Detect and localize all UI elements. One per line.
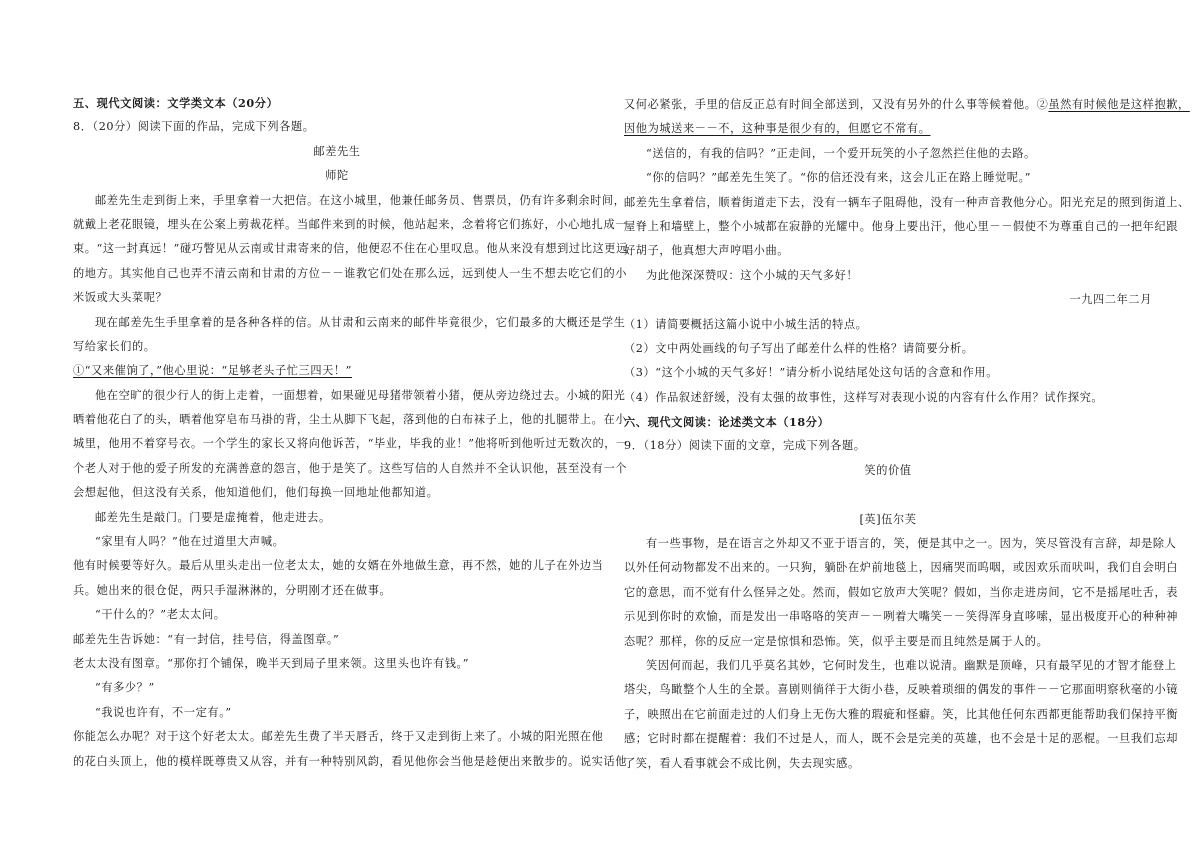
q9-intro: 9．（18分）阅读下面的文章，完成下列各题。 <box>624 439 866 453</box>
story-title: 邮差先生 <box>313 144 361 158</box>
essay-author: [英]伍尔芙 <box>859 512 917 526</box>
left-column <box>73 91 628 774</box>
paragraph-line: 了笑，看人看事就会不成比例，失去现实感。 <box>624 756 860 770</box>
paragraph-line: 就戴上老花眼镜，埋头在公案上剪裁花样。当邮件来到的时候，他站起来，念着将它们拣好，小心地扎成一 <box>73 217 628 231</box>
paragraph-line: 束。“这一封真远！”碰巧瞥见从云南或甘肃寄来的信，他便忍不住在心里叹息。他从来没有想到过比这更远 <box>73 242 628 256</box>
paragraph-line: 感；它时时都在提醒着：我们不过是人，而人，既不会是完美的英雄，也不会是十足的恶棍。一旦我们忘却 <box>624 732 1179 746</box>
paragraph-line: 米饭或大头菜呢？ <box>73 291 168 305</box>
plain-text: 又何必紧张，手里的信反正总有时间全部送到，又没有另外的什么事等候着他。② <box>624 98 1049 111</box>
question-item: （2）文中两处画线的句子写出了邮差什么样的性格？请简要分析。 <box>624 341 974 355</box>
paragraph-line: “你的信吗？”邮差先生笑了。“你的信还没有来，这会儿正在路上睡觉呢。” <box>646 171 1032 185</box>
paragraph-line: 以外任何动物都发不出来的。一只狗，躺卧在炉前地毯上，因痛哭而呜咽，或因欢乐而吠叫，我们自会明白 <box>624 561 1179 575</box>
paragraph-line: “我说也许有，不一定有。” <box>95 705 232 719</box>
paragraph-line: 他有时候要等好久。最后从里头走出一位老太太，她的女婿在外地做生意，再不然，她的儿子在外边当 <box>73 559 604 573</box>
underline-text: ①“又来催饷了，”他心里说：“足够老头子忙三四天！” <box>73 364 353 378</box>
paragraph-line: 笑因何而起，我们几乎莫名其妙，它何时发生，也难以说清。幽默是顶峰，只有最罕见的才智才能登上 <box>646 658 1177 672</box>
paragraph-line: 老太太没有图章。“那你打个铺保，晚半天到局子里来领。这里头也许有钱。” <box>73 656 470 670</box>
paragraph-line: 屋脊上和墙壁上，整个小城都在寂静的光耀中。他身上要出汗，他心里－－假使不为尊重自己的一把年纪跟 <box>624 219 1179 233</box>
paragraph-line: 兵。她出来的很仓促，两只手湿淋淋的，分明刚才还在做事。 <box>73 583 392 597</box>
paragraph-line: 子，映照出在它前面走过的人们身上无伤大雅的瑕疵和怪癖。笑，比其他任何东西都更能帮助我们保持平衡 <box>624 707 1179 721</box>
paragraph-line: 有一些事物，是在语言之外却又不亚于语言的，笑，便是其中之一。因为，笑尽管没有言辞，却是除人 <box>646 537 1177 551</box>
paragraph-line: 邮差先生走到街上来，手里拿着一大把信。在这小城里，他兼任邮务员、售票员，仍有许多剩余时间， <box>95 193 626 207</box>
paragraph-line: 邮差先生告诉她：“有一封信，挂号信，得盖图章。” <box>73 632 340 646</box>
paragraph-line: 塔尖，鸟瞰整个人生的全景。喜剧则徜徉于大街小巷，反映着琐细的偶发的事件－－它那面明察秋毫的小镜 <box>624 683 1179 697</box>
paragraph-line <box>624 93 1190 117</box>
paragraph-line: 写给家长们的。 <box>73 339 156 353</box>
section6-heading: 六、现代文阅读：论述类文本（18分） <box>624 415 830 430</box>
paragraph-line: 个老人对于他的爱子所发的充满善意的怨言，他于是笑了。这些写信的人自然并不全认识他，甚至没有一个 <box>73 461 628 475</box>
paragraph-line: 会想起他，但这没有关系，他知道他们，他们每换一回地址他都知道。 <box>73 486 439 500</box>
paragraph-line: 现在邮差先生手里拿着的是各种各样的信。从甘肃和云南来的邮件毕竟很少，它们最多的大概还是学生 <box>95 315 626 329</box>
paragraph-line: 的地方。其实他自己也弄不清云南和甘肃的方位－－谁教它们处在那么远，远到使人一生不想去吃它们的小 <box>73 266 628 280</box>
paragraph-line: 邮差先生拿着信，顺着街道走下去，没有一辆车子阻碍他，没有一种声音教他分心。阳光充足的照到街道上、 <box>624 195 1190 209</box>
paragraph-line: 晒着他花白了的头，晒着他穿皂布马褂的背，尘土从脚下飞起，落到他的白布袜子上，他的扎腿带上。在小 <box>73 413 628 427</box>
underline-text: 虽然有时候他是这样抱歉， <box>1048 98 1190 111</box>
paragraph-line: “送信的，有我的信吗？”正走间，一个爱开玩笑的小子忽然拦住他的去路。 <box>646 146 1036 160</box>
paragraph-line: 它的意思，而不觉有什么怪异之处。然而，假如它放声大笑呢？假如，当你走进房间，它不是摇尾吐舌，表 <box>624 585 1179 599</box>
underline-text: 因他为城送来－－不，这种事是很少有的，但愿它不常有。 <box>624 122 931 136</box>
paragraph-line: 示见到你时的欢愉，而是发出一串咯咯的笑声－－咧着大嘴笑－－笑得浑身直哆嗦，显出极度开心的种种神 <box>624 610 1179 624</box>
paragraph-line: 城里，他用不着穿号衣。一个学生的家长又将向他诉苦，“毕业，毕我的业！”他将听到他听过无数次的，一 <box>73 437 628 451</box>
paragraph-line: 你能怎么办呢？对于这个好老太太。邮差先生费了半天唇舌，终于又走到街上来了。小城的阳光照在他 <box>73 730 604 744</box>
question-item: （3）“这个小城的天气多好！”请分析小说结尾处这句话的含意和作用。 <box>624 366 998 380</box>
question-item: （1）请简要概括这篇小说中小城生活的特点。 <box>624 317 868 331</box>
paragraph-line: 态呢？那样，你的反应一定是惊惧和恐怖。笑，似乎主要是而且纯然是属于人的。 <box>624 634 1049 648</box>
underlined-sentence-1 <box>73 359 601 383</box>
question-item: （4）作品叙述舒缓，没有太强的故事性，这样写对表现小说的内容有什么作用？试作探究。 <box>624 390 1104 404</box>
paragraph-line: 邮差先生是敲门。门要是虚掩着，他走进去。 <box>95 510 331 524</box>
paragraph-line: “干什么的？”老太太问。 <box>95 608 226 622</box>
q8-intro: 8．（20分）阅读下面的作品，完成下列各题。 <box>73 120 315 134</box>
paragraph-line: 好胡子，他真想大声哼唱小曲。 <box>624 244 790 258</box>
story-author: 师陀 <box>325 169 349 183</box>
paragraph-line: 的花白头顶上，他的模样既尊贵又从容，并有一种特别风韵，看见他你会当他是趁便出来散步的。说实话他 <box>73 754 628 768</box>
paragraph-line: 他在空旷的很少行人的街上走着，一面想着，如果碰见母猪带领着小猪，便从旁边绕过去。小城的阳光 <box>95 388 626 402</box>
underlined-sentence-2 <box>624 117 1152 141</box>
right-column <box>624 93 1190 776</box>
story-date: 一九四二年二月 <box>1069 293 1152 307</box>
blank-line <box>624 483 1152 507</box>
paragraph-line: 为此他深深赞叹：这个小城的天气多好！ <box>646 268 859 282</box>
section5-heading: 五、现代文阅读：文学类文本（20分） <box>73 96 279 110</box>
paragraph-line: “有多少？” <box>95 681 155 695</box>
essay-title: 笑的价值 <box>864 463 912 477</box>
paragraph-line: “家里有人吗？”他在过道里大声喊。 <box>95 535 285 549</box>
